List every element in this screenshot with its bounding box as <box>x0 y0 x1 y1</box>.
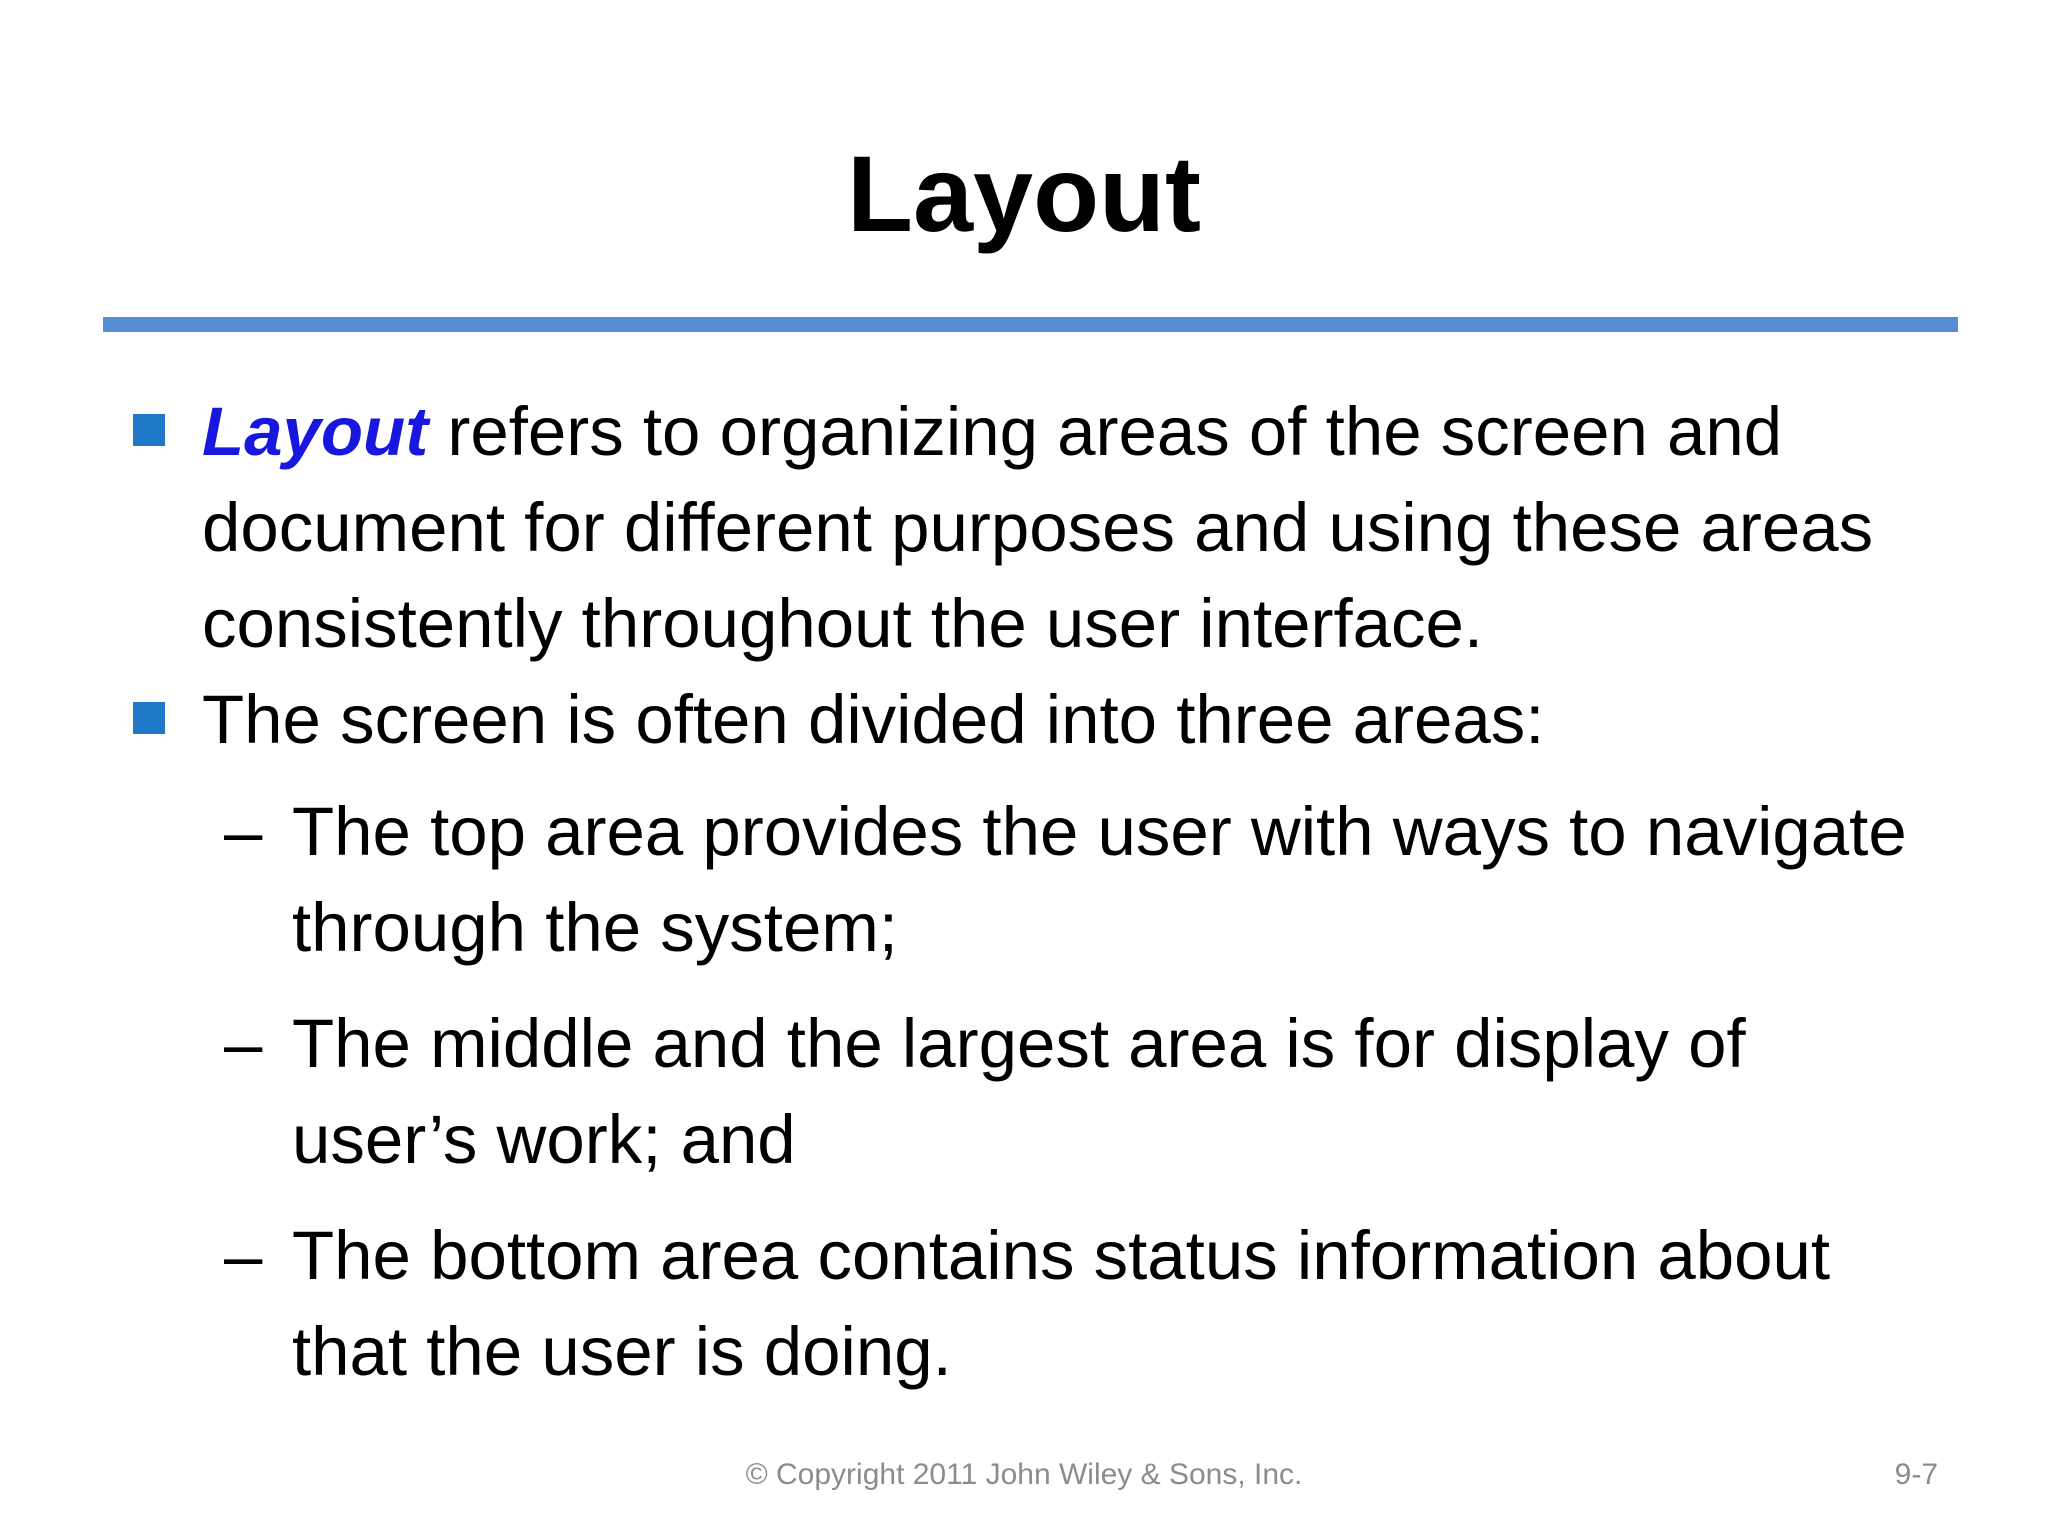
copyright-footer: © Copyright 2011 John Wiley & Sons, Inc. <box>745 1458 1303 1491</box>
sub-item-text: The bottom area contains status information about that the user is doing. <box>292 1217 1831 1390</box>
slide-title: Layout <box>846 133 1201 254</box>
sub-item-text: The middle and the largest area is for display of user’s work; and <box>292 1005 1746 1178</box>
dash-marker: – <box>224 1217 263 1294</box>
highlighted-term: Layout <box>202 393 429 470</box>
bullet-text <box>202 384 1982 672</box>
dash-marker: – <box>224 793 263 870</box>
dash-marker: – <box>224 1005 263 1082</box>
square-bullet-icon <box>133 702 165 734</box>
bullet-text: The screen is often divided into three areas: <box>202 681 1545 758</box>
sub-item-text: The top area provides the user with ways to navigate through the system; <box>292 793 1907 966</box>
bullet-text-body: refers to organizing areas of the screen and document for different purposes and using these areas consistently throughout the user interface. <box>202 393 1874 662</box>
slide-number: 9-7 <box>1894 1458 1938 1491</box>
square-bullet-icon <box>133 414 165 446</box>
